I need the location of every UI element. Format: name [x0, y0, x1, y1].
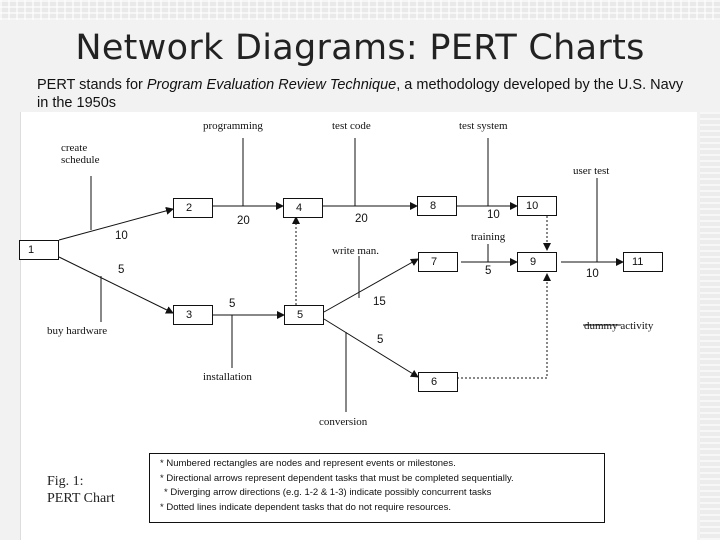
decorative-side-strip	[700, 112, 720, 540]
node-8: 8	[417, 196, 457, 216]
node-5: 5	[284, 305, 324, 325]
arrow-5-7	[324, 259, 418, 312]
duration-1-2: 10	[115, 230, 128, 242]
duration-7-9: 5	[485, 265, 492, 277]
label-buy-hardware: buy hardware	[47, 325, 108, 337]
node-4: 4	[283, 198, 323, 218]
label-test-code: test code	[332, 120, 371, 132]
subtitle-tail: , a methodology developed by the U.S. Navy in the 1950s	[37, 77, 684, 111]
legend-item-nodes: * Numbered rectangles are nodes and represent events or milestones.	[160, 458, 456, 469]
label-user-test: user test	[573, 165, 610, 177]
label-installation: installation	[203, 371, 252, 383]
duration-1-3: 5	[118, 264, 125, 276]
duration-5-7: 15	[373, 296, 386, 308]
legend-box	[149, 453, 605, 523]
node-9: 9	[517, 252, 557, 272]
legend-item-diverging: * Diverging arrow directions (e.g. 1-2 & 1-3) indicate possibly concurrent tasks	[164, 487, 492, 498]
node-2: 2	[173, 198, 213, 218]
label-training: training	[471, 231, 506, 243]
label-dummy-activity: dummy activity	[584, 320, 654, 332]
duration-2-4: 20	[237, 215, 250, 227]
duration-8-10: 10	[487, 209, 500, 221]
slide-title: Network Diagrams: PERT Charts	[75, 28, 645, 68]
pert-chart-figure	[20, 112, 697, 540]
node-11: 11	[623, 252, 663, 272]
decorative-header-strip	[0, 0, 720, 20]
label-create-schedule: create schedule	[61, 142, 100, 166]
figure-caption-line2: PERT Chart	[47, 491, 115, 506]
label-programming: programming	[203, 120, 263, 132]
node-1: 1	[19, 240, 59, 260]
legend-item-arrows: * Directional arrows represent dependent tasks that must be completed sequentially.	[160, 472, 514, 484]
duration-5-6: 5	[377, 334, 384, 346]
label-test-system: test system	[459, 120, 508, 132]
node-6: 6	[418, 372, 458, 392]
duration-3-5: 5	[229, 298, 236, 310]
subtitle-italic: Program Evaluation Review Technique	[146, 77, 397, 93]
node-7: 7	[418, 252, 458, 272]
node-3: 3	[173, 305, 213, 325]
duration-9-11: 10	[586, 268, 599, 280]
node-10: 10	[517, 196, 557, 216]
legend-item-dotted: * Dotted lines indicate dependent tasks that do not require resources.	[160, 501, 451, 513]
arrow-1-3	[59, 257, 173, 313]
dummy-arrow-6-9	[441, 274, 547, 378]
label-conversion: conversion	[319, 416, 368, 428]
slide-subtitle	[37, 76, 697, 112]
duration-4-8: 20	[355, 213, 368, 225]
figure-caption-line1: Fig. 1:	[47, 474, 84, 489]
subtitle-lead: PERT stands for	[37, 77, 147, 93]
label-write-man: write man.	[332, 245, 380, 257]
arrow-5-6	[324, 319, 418, 377]
